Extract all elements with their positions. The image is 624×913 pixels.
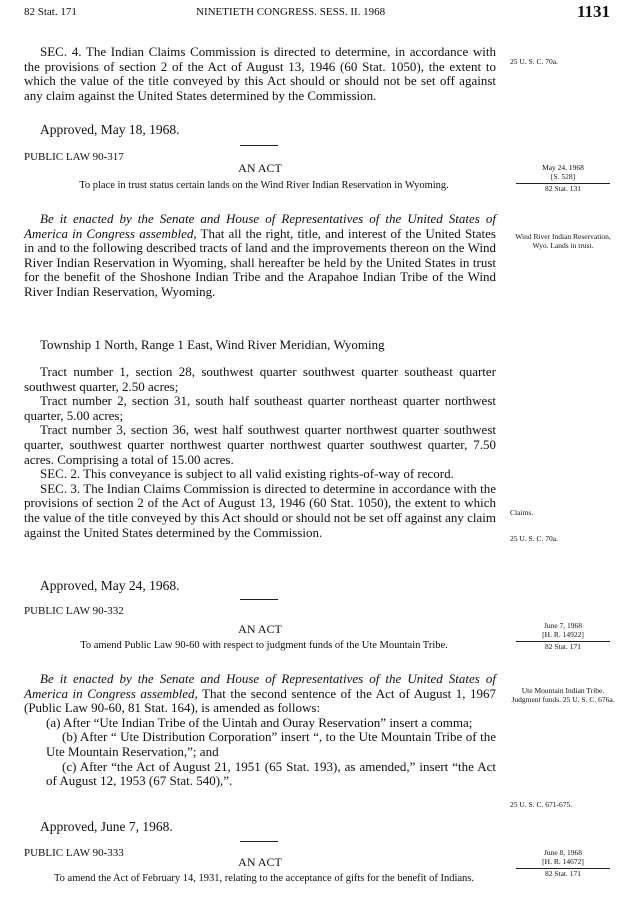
township-heading: Township 1 North, Range 1 East, Wind River Meridian, Wyoming	[40, 337, 385, 352]
margin-date-block	[510, 163, 616, 193]
act-purpose: To place in trust status certain lands on the Wind River Indian Reservation in Wyoming.	[79, 180, 449, 191]
act-label: AN ACT	[238, 161, 282, 175]
act-label-2: AN ACT	[238, 622, 282, 636]
margin-citation: 25 U. S. C. 70a.	[510, 57, 558, 66]
approved-date: Approved, May 18, 1968.	[40, 122, 180, 137]
act-purpose-3: To amend the Act of February 14, 1931, relating to the acceptance of gifts for the benefit of Indians.	[54, 873, 474, 884]
approved-date-3: Approved, June 7, 1968.	[40, 819, 173, 834]
previous-law-section-4	[24, 45, 496, 103]
enacting-clause-2	[24, 672, 496, 789]
margin-date-3: June 8, 1968	[543, 848, 583, 857]
amendment-c: (c) After “the Act of August 21, 1951 (65 Stat. 193), as amended,” insert “the Act of August 12, 1953 (67 Stat. 540),”.	[46, 758, 496, 789]
margin-topic-2: Ute Mountain Indian Tribe. Judgment funds. 25 U. S. C. 676a.	[511, 686, 615, 704]
margin-topic: Wind River Indian Reservation, Wyo. Lands in trust.	[515, 232, 611, 250]
margin-stat-2: 82 Stat. 171	[544, 642, 582, 651]
margin-date-2: June 7, 1968	[543, 621, 583, 630]
public-law-title-2: PUBLIC LAW 90-332	[24, 605, 124, 617]
margin-date-block-2	[510, 621, 616, 651]
section-4-text: SEC. 4. The Indian Claims Commission is directed to determine, in accordance with the provisions of section 2 of the Act of August 13, 1946 (60 Stat. 1050), the extent to which the value of the title conveyed by this Act should or should not be set off against any claim against the United States determined by the Commission.	[24, 44, 496, 103]
margin-citation-2: 25 U. S. C. 70a.	[510, 534, 558, 543]
margin-bill-3: [H. R. 14672]	[542, 857, 584, 866]
act-purpose-2: To amend Public Law 90-60 with respect to judgment funds of the Ute Mountain Tribe.	[80, 640, 448, 651]
enacting-rest: That all the right, title, and interest of the United States in and to the following described tracts of land and the improvements thereon on the Wind River Indian Reservation in Wyoming, shall hereafter be held by the United States in trust for the benefit of the Shoshone Indian Tribe and the Arapahoe Indian Tribe of the Wind River Indian Reservation, Wyoming.	[24, 225, 496, 299]
running-head-left: 82 Stat. 171	[24, 6, 77, 18]
section-3: SEC. 3. The Indian Claims Commission is directed to determine in accordance with the provisions of section 2 of the Act of August 13, 1946 (60 Stat. 1050), the extent to which the value of the title conveyed by this Act should or should not be set off against any claim against the United States determined by the Commission.	[24, 480, 496, 540]
margin-claims: Claims.	[510, 508, 534, 517]
margin-bill: [S. 528]	[550, 172, 576, 181]
margin-bill-2: [H. R. 14922]	[542, 630, 584, 639]
margin-citation-3: 25 U. S. C. 671-675.	[510, 800, 573, 809]
tract-2: Tract number 2, section 31, south half southeast quarter northeast quarter northwest quarter, 5.00 acres;	[24, 393, 496, 423]
tract-list	[24, 365, 496, 540]
margin-stat-3: 82 Stat. 171	[544, 869, 582, 878]
margin-stat: 82 Stat. 131	[544, 184, 582, 193]
section-2: SEC. 2. This conveyance is subject to all valid existing rights-of-way of record.	[40, 466, 454, 482]
tract-1: Tract number 1, section 28, southwest quarter southwest quarter southeast quarter southwest quarter, 2.50 acres;	[24, 364, 496, 394]
enacting-rest-2: That the second sentence of the Act of August 1, 1967 (Public Law 90-60, 81 Stat. 164), is amended as follows:	[24, 685, 496, 716]
enacting-clause	[24, 212, 496, 300]
page-number: 1131	[576, 2, 610, 21]
section-divider-3	[240, 841, 278, 842]
amendment-b: (b) After “ Ute Distribution Corporation” insert “, to the Ute Mountain Tribe of the Ute Mountain Reservation,”; and	[46, 729, 496, 759]
tract-3: Tract number 3, section 36, west half southwest quarter northwest quarter southwest quarter, southwest quarter northwest quarter northwest quarter southwest quarter, 7.50 acres. Comprising a total of 15.00 acres.	[24, 422, 496, 467]
margin-date: May 24, 1968	[542, 163, 584, 172]
enacting-italic: Be it enacted by the Senate and House of Representatives of the United States of America in Congress assembled,	[24, 211, 496, 241]
section-divider-2	[240, 599, 278, 600]
approved-date-2: Approved, May 24, 1968.	[40, 578, 180, 593]
act-label-3: AN ACT	[238, 855, 282, 869]
running-head-center: NINETIETH CONGRESS. SESS. II. 1968	[196, 6, 386, 18]
public-law-title: PUBLIC LAW 90-317	[24, 151, 124, 163]
enacting-italic-2: Be it enacted by the Senate and House of Representatives of the United States of America in Congress assembled,	[24, 671, 496, 701]
amendment-a: (a) After “Ute Indian Tribe of the Uintah and Ouray Reservation” insert a comma;	[46, 714, 473, 730]
public-law-title-3: PUBLIC LAW 90-333	[24, 847, 124, 859]
section-divider	[240, 145, 278, 146]
margin-date-block-3	[510, 848, 616, 878]
